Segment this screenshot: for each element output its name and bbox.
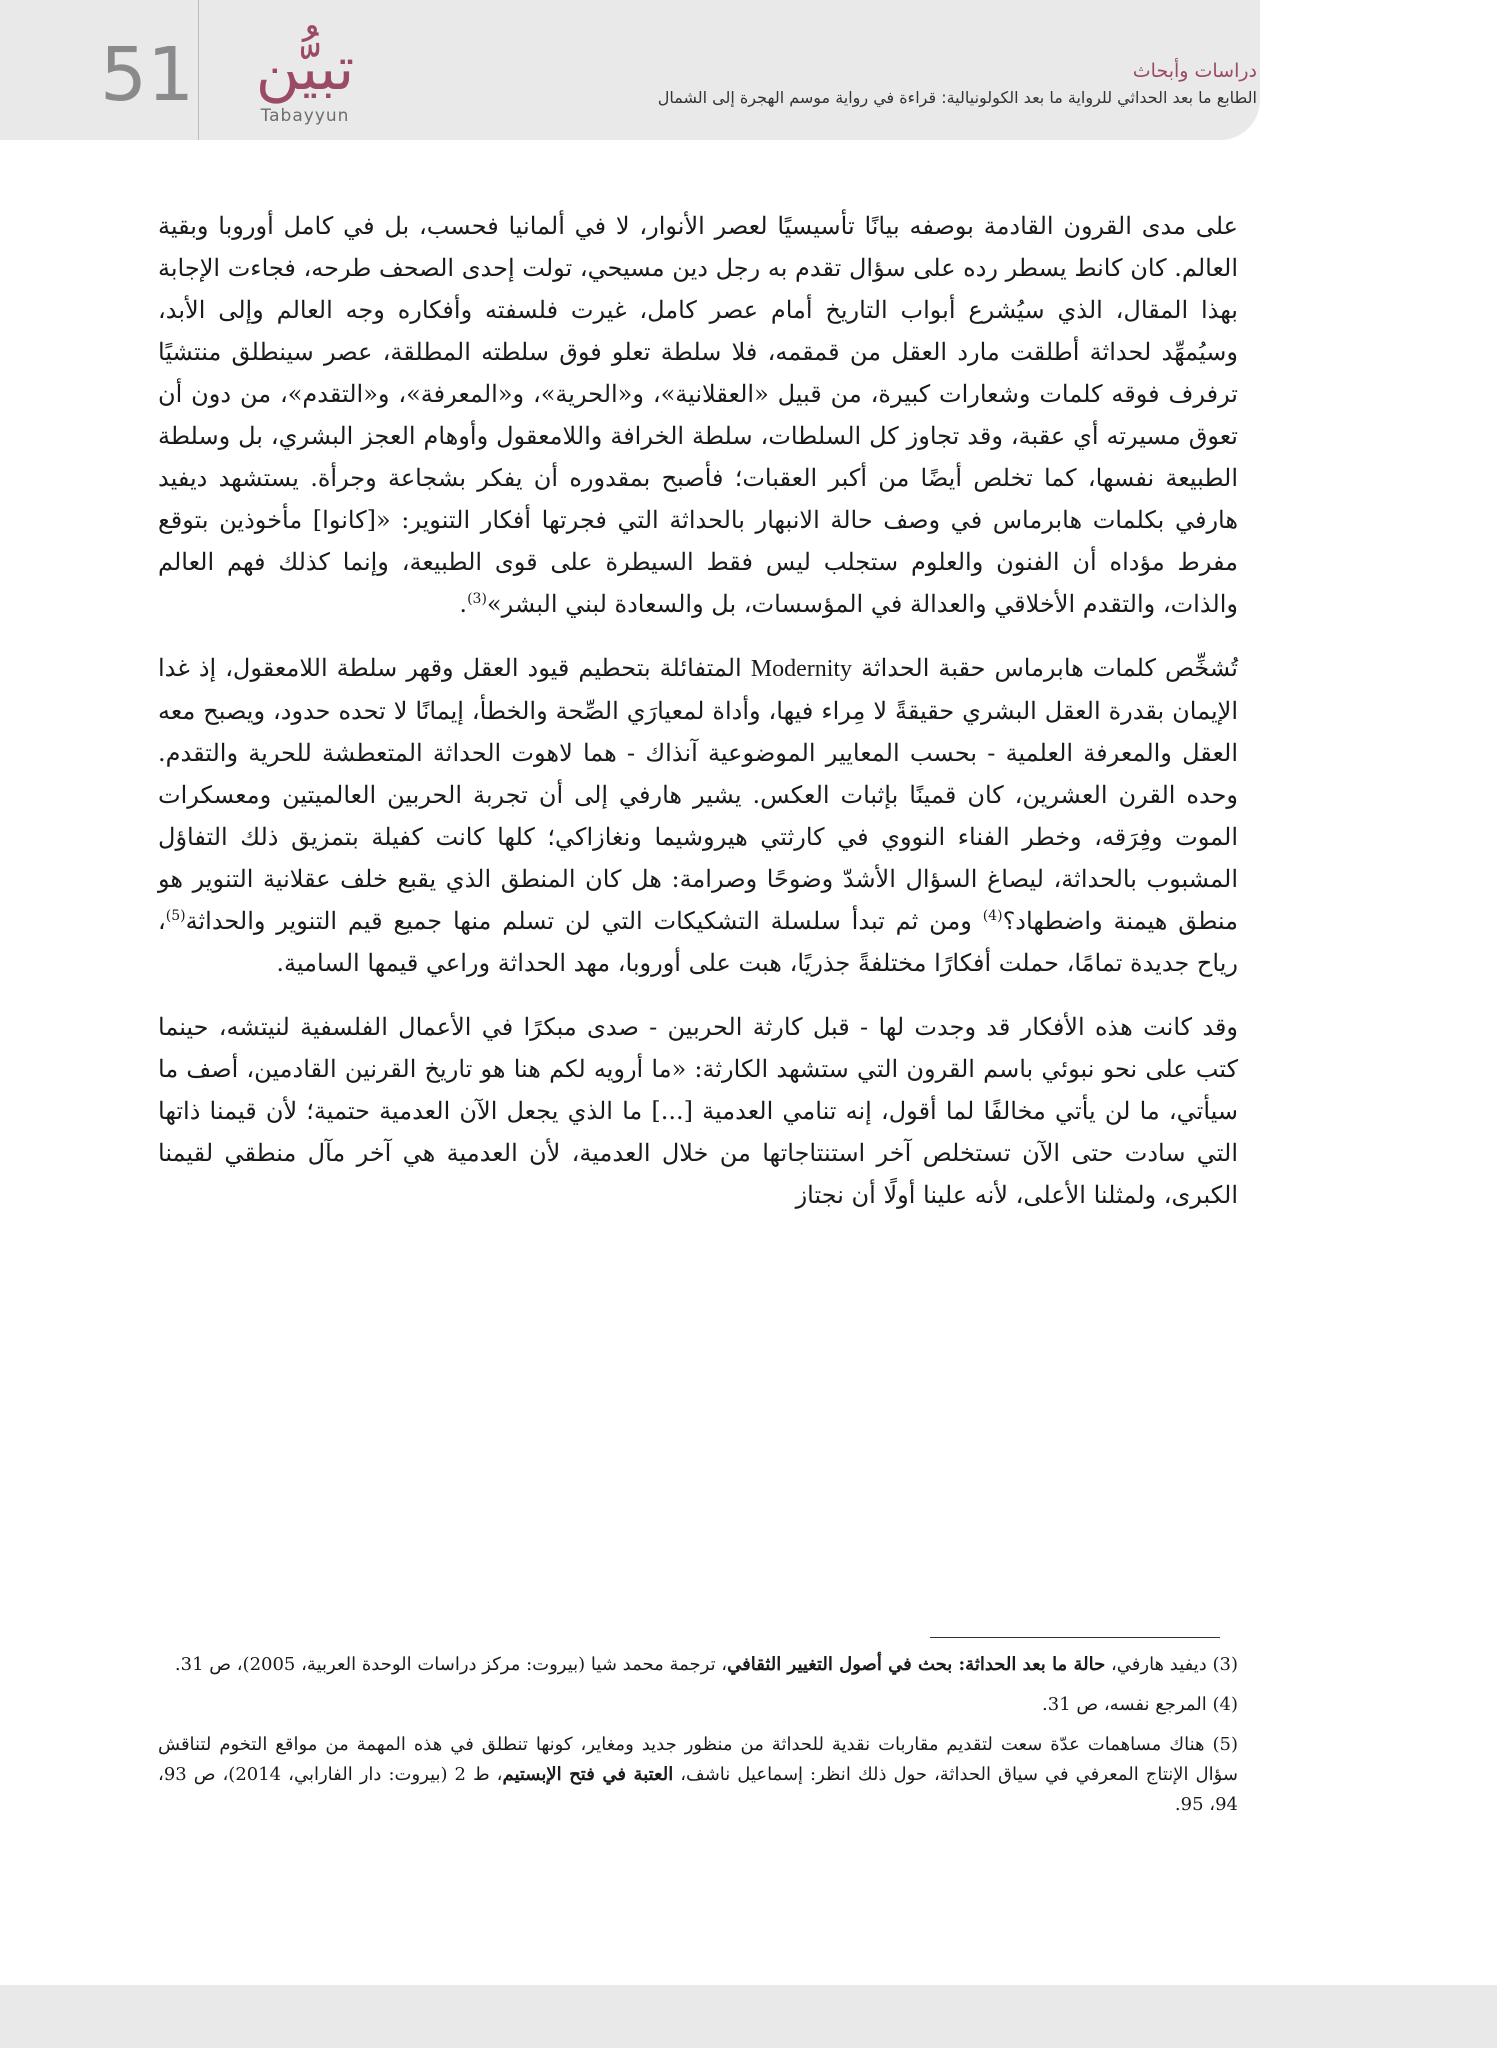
footnote-3-author: (3) ديفيد هارفي، (1110, 1654, 1238, 1675)
paragraph-3: وقد كانت هذه الأفكار قد وجدت لها - قبل كارثة الحربين - صدى مبكرًا في الأعمال الفلسفية لنيتشه، حينما كتب على نحو نبوئي باسم القرون التي ستشهد الكارثة: «ما أرويه لكم هنا هو تاريخ القرنين القادمين، أصف ما سيأتي، ما لن يأتي مخالفًا لما أقول، إنه تنامي العدمية [...] ما الذي يجعل الآن العدمية حتمية؛ لأن قيمنا ذاتها التي سادت حتى الآن تستخلص آخر استنتاجاتها من خلال العدمية، لأن العدمية هي آخر مآل منطقي لقيمنا الكبرى، ولمثلنا الأعلى، لأنه علينا أولًا أن نجتاز (158, 1013, 1238, 1209)
footnote-3-title: حالة ما بعد الحداثة: بحث في أصول التغيير الثقافي (727, 1654, 1106, 1675)
paragraph-2 (158, 647, 1238, 984)
footnote-5 (158, 1730, 1238, 1820)
paragraph-1 (158, 205, 1238, 625)
running-title: الطابع ما بعد الحداثي للرواية ما بعد الكولونيالية: قراءة في رواية موسم الهجرة إلى الشمال (657, 88, 1257, 107)
footnote-4: (4) المرجع نفسه، ص 31. (1042, 1694, 1238, 1715)
paragraph-1-text: على مدى القرون القادمة بوصفه بيانًا تأسيسيًا لعصر الأنوار، لا في ألمانيا فحسب، بل في كامل أوروبا وبقية العالم. كان كانط يسطر رده على سؤال تقدم به رجل دين مسيحي، تولت إحدى الصحف طرحه، فجاءت الإجابة بهذا المقال، الذي سيُشرع أبواب التاريخ أمام عصر كامل، غيرت فلسفته وأفكاره وجه العالم وإلى الأبد، وسيُمهِّد لحداثة أطلقت مارد العقل من قمقمه، فلا سلطة تعلو فوق سلطته المطلقة، عصر سينطلق منتشيًا ترفرف فوقه كلمات وشعارات كبيرة، من قبيل «العقلانية»، و«الحرية»، و«المعرفة»، و«التقدم»، من دون أن تعوق مسيرته أي عقبة، وقد تجاوز كل السلطات، سلطة الخرافة واللامعقول وأوهام العجز البشري، بل وسلطة الطبيعة نفسها، كما تخلص أيضًا من أكبر العقبات؛ فأصبح بمقدوره أن يفكر بشجاعة وجرأة. يستشهد ديفيد هارفي بكلمات هابرماس في وصف حالة الانبهار بالحداثة التي فجرتها أفكار التنوير: «[كانوا] مأخوذين بتوقع مفرط مؤداه أن الفنون والعلوم ستجلب ليس فقط السيطرة على قوى الطبيعة، وإنما كذلك فهم العالم والذات، والتقدم الأخلاقي والعدالة في المؤسسات، بل والسعادة لبني البشر» (158, 212, 1238, 618)
footnote-ref-4[interactable]: (4) (982, 908, 1003, 924)
paragraph-2-text-d: ، رياح جديدة تمامًا، حملت أفكارًا مختلفةً جذريًا، هبت على أوروبا، مهد الحداثة وراعي قيمها السامية. (158, 907, 1238, 977)
footnote-3-details: ، ترجمة محمد شيا (بيروت: مركز دراسات الوحدة العربية، 2005)، ص 31. (174, 1654, 728, 1675)
footnote-5-details: ، ط 2 (بيروت: دار الفارابي، 2014)، ص 93، 94، 95. (158, 1764, 1238, 1815)
footnote-5-title: العتبة في فتح الإبستيم (502, 1764, 674, 1785)
logo-script: تبيُّن (255, 34, 355, 104)
footnote-ref-3[interactable]: (3) (467, 591, 487, 607)
logo-latin: Tabayyun (260, 106, 350, 126)
footnote-3 (158, 1650, 1238, 1680)
article-body (158, 205, 1238, 1238)
bottom-band (0, 1985, 1497, 2048)
paragraph-2-text-c: ومن ثم تبدأ سلسلة التشكيكات التي لن تسلم منها جميع قيم التنوير والحداثة (185, 907, 972, 935)
paragraph-2-text-b: المتفائلة بتحطيم قيود العقل وقهر سلطة اللامعقول، إذ غدا الإيمان بقدرة العقل البشري حقيقةً لا مِراء فيها، وأداة لمعيارَي الصِّحة والخطأ، إيمانًا لا تحده حدود، ويصبح معه العقل والمعرفة العلمية - بحسب المعايير الموضوعية آنذاك - هما لاهوت الحداثة المتعطشة للحرية والتقدم. وحده القرن العشرين، كان قمينًا بإثبات العكس. يشير هارفي إلى أن تجربة الحربين العالميتين ومعسكرات الموت وفِرَقه، وخطر الفناء النووي في كارثتي هيروشيما ونغازاكي؛ كلها كانت كفيلة بتمزيق ذلك التفاؤل المشبوب بالحداثة، ليصاغ السؤال الأشدّ وضوحًا وصرامة: هل كان المنطق الذي يقبع خلف عقلانية التنوير هو منطق هيمنة واضطهاد؟ (158, 654, 1238, 935)
section-label: دراسات وأبحاث (1132, 60, 1257, 82)
footnotes (158, 1650, 1238, 1830)
paragraph-1-end: . (459, 590, 468, 618)
header-divider (198, 0, 199, 140)
page-number: 51 (100, 32, 195, 118)
footnote-5-text: (5) هناك مساهمات عدّة سعت لتقديم مقاربات نقدية للحداثة من منظور جديد ومغاير، كونها تنطلق في هذه المهمة من مواقع التخوم لتناقش سؤال الإنتاج المعرفي في سياق الحداثة، حول ذلك انظر: إسماعيل ناشف، (158, 1734, 1238, 1785)
footnote-rule (930, 1637, 1220, 1638)
footnote-ref-5[interactable]: (5) (165, 908, 186, 924)
modernity-term: Modernity (750, 656, 853, 682)
paragraph-2-text-a: تُشخِّص كلمات هابرماس حقبة الحداثة (861, 654, 1238, 682)
